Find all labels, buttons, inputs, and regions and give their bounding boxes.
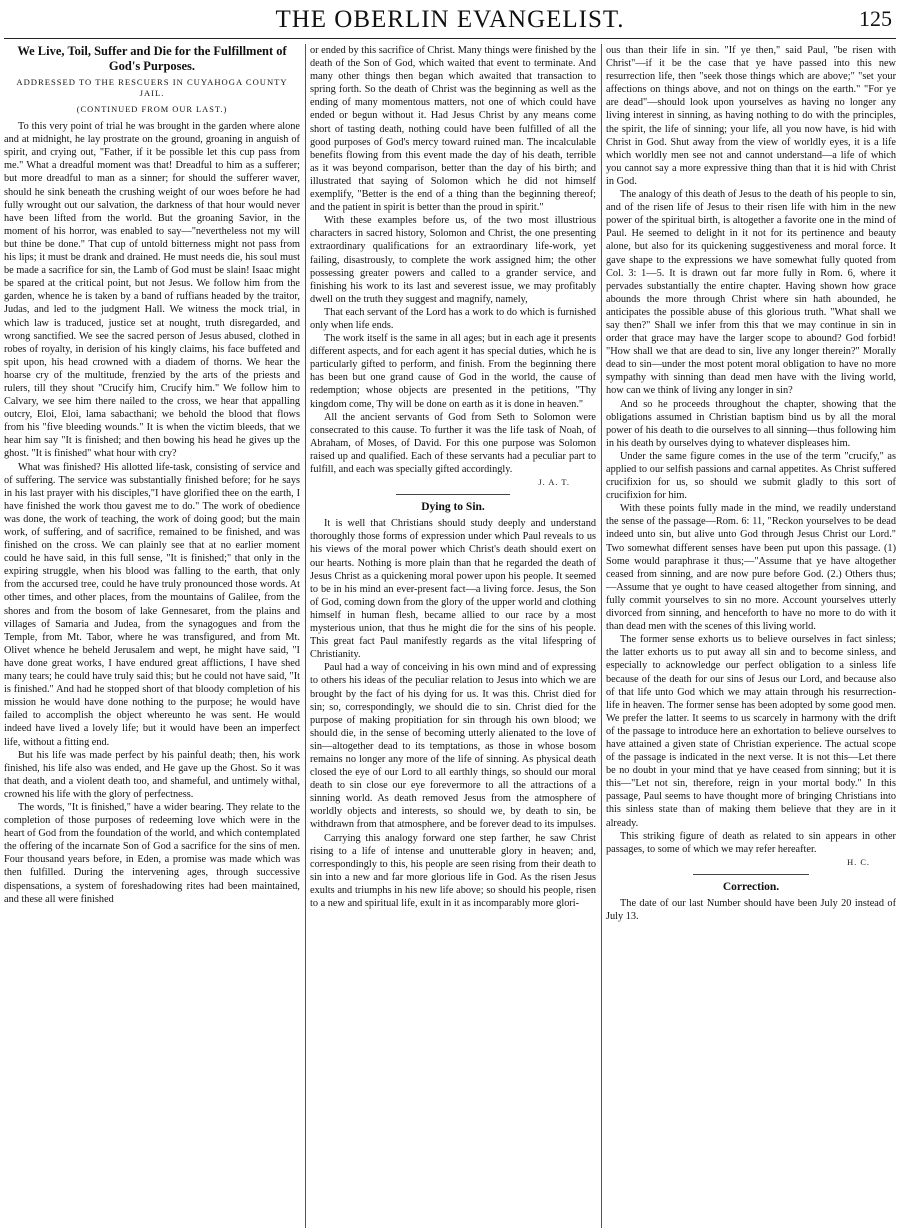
paragraph: That each servant of the Lord has a work to do which is furnished only when life ends. (310, 306, 596, 331)
column-rule (601, 44, 602, 1228)
paragraph: The analogy of this death of Jesus to the death of his people to sin, and of the risen life of Jesus to their risen life with him in the new power of the spiritual birth, is altogether a favorite one in the mind of Paul. He seemed to delight in it not for its pertinence and beauty alone, but also for its quickening suggestiveness and moral force. It gave shape to the expressions we have somewhat fully quoted from Col. 3: 1—5. It is drawn out far more fully in Rom. 6, where it pervades substantially the entire chapter. Having shown how grace abounds the more through Christ where sin hath abounded, he anticipates the possible abuse of this glorious truth. "What shall we say then?" Shall we infer from this that we may continue in sin in order that grace may have the larger scope to abound? God forbid! "How shall we that are dead to sin, live any longer therein?" Morally dead to sin—under the most potent moral obligation to have no more sympathy with sinning than dead men have with the living world, how can we think of living any longer in sin? (606, 189, 896, 397)
author-signature: H. C. (847, 857, 870, 867)
section-divider (396, 494, 510, 495)
page-columns (4, 44, 896, 1228)
paragraph: All the ancient servants of God from Seth to Solomon were consecrated to this cause. To further it was the life task of Noah, of Abraham, of Moses, of David. For this one purpose was Solomon raised up and qualified. Each of these servants had a peculiar part to fulfill, and each was specially gifted accordingly. (310, 411, 596, 475)
paragraph: With these examples before us, of the two most illustrious characters in sacred history, Solomon and Christ, the one presenting extraordinary qualifications for an extraordinary life-work, yet failing, disastrously, to complete the work assigned him; the other possessing greater powers and called to a grander service, and finishing his work to its last and severest issue, we may profitably dwell on the truth they suggest and magnify, namely, (310, 215, 596, 305)
masthead (4, 0, 896, 39)
column-2 (310, 44, 596, 1228)
paragraph: Carrying this analogy forward one step farther, he saw Christ rising to a life of intense and unutterable glory in heaven; and, correspondingly to this, his people are seen rising from their death to sin into a new and far more glorious life in God. As the risen Jesus exults and triumphs in his new life above; so should his people, risen to a new and spiritual life, exult in it as incomparably more glori- (310, 832, 596, 909)
column-3 (606, 44, 896, 1228)
paragraph: And so he proceeds throughout the chapter, showing that the obligations assumed in Christian baptism bind us by all the moral power of his death to die ourselves to all sinning—thus following him in his death by ourselves dying to whatever displeases him. (606, 398, 896, 449)
paragraph: or ended by this sacrifice of Christ. Many things were finished by the death of the Son of God, which waited that event to terminate. And many other things then began which awaited that transaction to spring forth. So the death of Christ was the beginning as well as the ending of many momentous matters, not one of which could have ended or begun without it. Had Jesus Christ by any means come short of tasting death, nothing could have been fulfilled of all the good purposes of God's mercy toward ruined man. The incalculable benefits flowing from this event made the day of his death, terrible as it was beyond comparison, better than the day of his birth; and illustrated that saying of Solomon which he did not himself exemplify, "Better is the end of a thing than the beginning thereof; and the patient in spirit is better than the proud in spirit." (310, 45, 596, 214)
article-subtitle: ADDRESSED TO THE RESCUERS IN CUYAHOGA COUNTY JAIL. (16, 77, 288, 98)
paragraph: This striking figure of death as related to sin appears in other passages, to some of which we may refer hereafter. (606, 830, 896, 855)
paragraph: Paul had a way of conceiving in his own mind and of expressing to others his ideas of the peculiar relation to Jesus into which we are brought by the fact of his dying for us. It was this. Christ died for sin; so, correspondingly, we should die to sin. Christ died for the purpose of making propitiation for sin through his own blood; we should die, in the sense of becoming utterly alienated to the love of sin—altogether dead to its temptations, as those in whose bosom remains no longer any more of the life of sinning. As physical death closed the eye of our Lord to all earthly things, so should our moral death to sin close our eye forevermore to all the attractions of a sinning world. As death removed Jesus from the atmosphere of worldly objects and interests, so should we, by death to sin, be withdrawn from that atmosphere, and be forever dead to its impulses. (310, 662, 596, 831)
correction-title: Correction. (722, 880, 780, 893)
section-divider (693, 874, 809, 875)
paragraph: Under the same figure comes in the use of the term "crucify," as applied to our selfish passions and carnal appetites. As Christ suffered crucifixion for us, so should we submit gladly to this sort of crucifixion for him. (606, 450, 896, 502)
newspaper-title: THE OBERLIN EVANGELIST. (275, 6, 625, 33)
author-signature: J. A. T. (538, 478, 570, 488)
continued-note: (CONTINUED FROM OUR LAST.) (76, 105, 228, 114)
paragraph: The work itself is the same in all ages; but in each age it presents different aspects, and for each agent it has special duties, which he is particularly gifted to perform, and finish. From the beginning there has been but one grand cause of God in the world, the cause of redemption; whose objects are presented in the petitions, "Thy kingdom come, Thy will be done on earth as it is done in heaven." (310, 333, 596, 410)
paragraph: The former sense exhorts us to believe ourselves in fact sinless; the latter exhorts us to put away all sin and to become sinless, and especially to acknowledge our perfect obligation to a sinless life because of the death for our sins of Jesus our Lord, and because also of that life unto God which we may attain through his resurrection-life in heaven. The former sense has been adopted by some good men. We prefer the latter. It seems to us scarcely in harmony with the drift of the passage to introduce here an exhortation to believe ourselves to have attained a given state of Christian experience. The actual scope of the passage is indicated in the next verse. It is not this—Let there be no doubt in your mind that ye have ceased from sinning; but it is this—"Let not sin, therefore, reign in your mortal body." In this passage, Paul seems to have thought more of bringing Christians into this sinless state than of making them believe that they are in it already. (606, 634, 896, 829)
paragraph: With these points fully made in the mind, we readily understand the sense of the passage—Rom. 6: 11, "Reckon yourselves to be dead indeed unto sin, but alive unto God through Jesus Christ our Lord." Two somewhat different senses have been put upon this passage. (1) Some would paraphrase it thus;—"Assume that ye have altogether ceased from sinning, and are now pure before God. (2.) Others thus;—Assume that ye ought to have ceased altogether from sinning, and fully commit yourselves to sin no more. Account yourselves utterly divorced from sinning, and henceforth to have no more to do with it than dead men with the scenes of this living world. (606, 503, 896, 633)
paragraph: But his life was made perfect by his painful death; then, his work finished, his life also was ended, and He gave up the Ghost. So it was that death, and a violent death too, and shameful, and untimely withal, crowned his life with the glory of perfectness. (4, 749, 300, 800)
paragraph: ous than their life in sin. "If ye then," said Paul, "be risen with Christ"—if it be the case that ye have passed into this new resurrection life, then "seek those things which are above;" "set your affections on things above, and not on things on the earth." "For ye are dead"—should look upon yourselves as having no longer any living interest in sinning, as having nothing to do with the principles, the spirit, the life of sinning; your life, all you now have, is hid with Christ in God. Shut away from the view of worldly eyes, it is a life which worldly men see not and cannot understand—a life of which you cannot say a more expressive thing than that it is hid with Christ in God. (606, 45, 896, 187)
paragraph: What was finished? His allotted life-task, consisting of service and of suffering. The service was substantially finished before; for he says in his last prayer with his disciples,"I have glorified thee on the earth, I have finished the work thou gavest me to do." The work of obedience was done, the work of teaching, the work of doing good; but the main work, of suffering, and of sacrifice, remained to be finished, and was finished on the cross. We can plainly see that at no earlier moment could he have said, in this full sense, "It is finished;" that only in the expiring struggle, when his blood was falling to the earth, that only from the accursed tree, could he have truly pronounced those words. At other times, and other places, from the mountains of Galilee, from the shores and from the bosom of lake Gennesaret, from the plains and villages of Samaria and Judea, from the synagogues and from the Temple, from Mt. Tabor, where he was transfigured, and from Mt. Olivet whence he beheld Jerusalem and wept, he might have said, "I have done great works, I have endured great afflictions, I have shed many tears; he could have truly said this; but he could not have said, "It is finished." And had he stopped short of that bloody completion of his mission he would have done nothing to the purpose; he would have failed to accomplish the object whereunto he was sent. He would indeed have lived a lovely life; but it would have been an imperfect life, without a fitting end. (4, 461, 300, 748)
paragraph: It is well that Christians should study deeply and understand thoroughly those forms of expression under which Paul reveals to us his views of the moral power which Christ's death should exert on our hearts. Nothing is more plain than that he regarded the death of Jesus Christ as a quickening moral power upon his people. It seemed to be in his mind an ever-present fact—a living force. Jesus, the Son of God, coming down from the glory of the upper world and clothing himself in human flesh, became allied to our race by a most mysterious union, that thus he might die for the sins of his people. This great fact Paul manifestly regards as the vital lifespring of Christianity. (310, 518, 596, 661)
page-number: 125 (859, 6, 892, 31)
column-1 (4, 44, 300, 1228)
column-rule (305, 44, 306, 1228)
article-title: Dying to Sin. (421, 501, 485, 514)
paragraph: The words, "It is finished," have a wider bearing. They relate to the completion of those purposes of redeeming love which were in the heart of God from the foundation of the world, and which contemplated the offering of the incarnate Son of God a sacrifice for the sins of men. Four thousand years before, in Eden, a promise was made which was then fulfilled. During the intervening ages, through successive dispensations, a system of foreshadowing rites had been maintained, and these all were finished (4, 801, 300, 905)
correction-text: The date of our last Number should have been July 20 instead of July 13. (606, 898, 896, 923)
paragraph: To this very point of trial he was brought in the garden where alone and at midnight, he lay prostrate on the ground, groaning in anguish of spirit, and crying out, "Father, if it be possible let this cup pass from me." What a dreadful moment was that! Dreadful to him as a sufferer; but more dreadful to man as a sinner; for should the sufferer waver, should he sink beneath the crushing weight of our woes before he had fully wrought out our salvation, the darkness of that hour would never have been lifted from the world. But the groaning Savior, in the moment of his horror, was enabled to say—"nevertheless not my will but thine be done." That cup of untold bitterness might not pass from his lips; it must be drank and drained. He must needs die, his soul must be made a sacrifice for sin, the Lamb of God must be slain! Isaac might be spared at the critical point, but not Jesus. We follow him from the garden, whence he is taken by a band of ruffians headed by the traitor, Judas, and led to the judgment Hall. We witness the mock trial, in which law is traduced, justice set at nought, truth disregarded, and wrong sanctified. We see the sacred person of Jesus abused, clothed in robes of royalty, in derision of his kingly claims, his face buffeted and spit upon, his head crowned with a diadem of thorns. We hear the hoarse cry of the multitude, frenzied by the arts of the priests and rulers, till they shout "Crucify him, Crucify him." We follow him to Calvary, we see him there nailed to the cross, we hear that appalling outcry, Eloi, Eloi, lama sabacthani; we behold the blood that flows from his "five bleeding wounds." It is when the victim bleeds, that we hear him say "It is finished; and then bowing his head he gives up the ghost. "It is finished" what hour with cry? (4, 121, 300, 460)
article-title: We Live, Toil, Suffer and Die for the Fulfillment of God's Purposes. (17, 44, 287, 73)
